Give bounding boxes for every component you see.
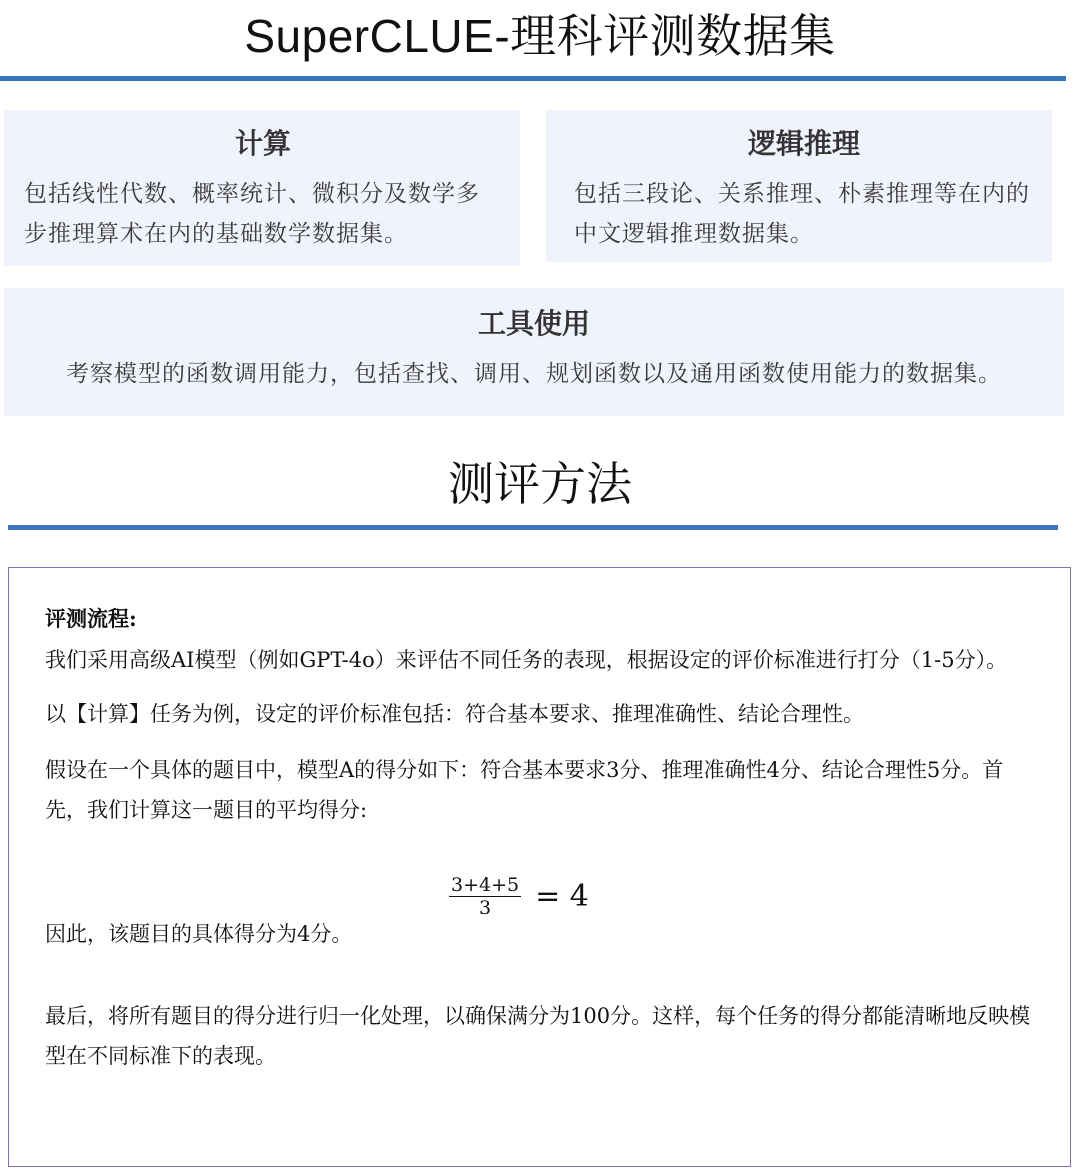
title-divider <box>0 76 1066 81</box>
formula-fraction <box>449 874 521 919</box>
card-tool-use-text: 考察模型的函数调用能力，包括查找、调用、规划函数以及通用函数使用能力的数据集。 <box>66 361 1002 387</box>
card-logic <box>546 110 1052 262</box>
card-calculation-text: 包括线性代数、概率统计、微积分及数学多步推理算术在内的基础数学数据集。 <box>24 181 480 247</box>
formula-denominator: 3 <box>479 897 492 919</box>
formula-result: = 4 <box>535 879 589 914</box>
card-logic-title: 逻辑推理 <box>747 127 860 160</box>
card-calculation-title: 计算 <box>234 127 291 160</box>
method-divider <box>8 525 1058 530</box>
method-heading: 评测流程: <box>45 606 137 631</box>
method-paragraph-4: 因此，该题目的具体得分为4分。 <box>45 922 353 946</box>
section-title-method: 测评方法 <box>448 457 632 511</box>
page-title: SuperCLUE-理科评测数据集 <box>244 10 836 62</box>
card-tool-use <box>4 288 1064 416</box>
formula-numerator: 3+4+5 <box>451 874 520 896</box>
card-logic-text: 包括三段论、关系推理、朴素推理等在内的中文逻辑推理数据集。 <box>574 181 1030 247</box>
method-paragraph-5: 最后，将所有题目的得分进行归一化处理，以确保满分为100分。这样，每个任务的得分都能清晰地反映模型在不同标准下的表现。 <box>45 1004 1031 1068</box>
card-calculation <box>4 110 520 266</box>
average-formula <box>449 874 589 919</box>
method-box <box>8 567 1071 1167</box>
method-paragraph-1: 我们采用高级AI模型（例如GPT-4o）来评估不同任务的表现，根据设定的评价标准进行打分（1-5分）。 <box>45 648 1008 672</box>
method-paragraph-3: 假设在一个具体的题目中，模型A的得分如下：符合基本要求3分、推理准确性4分、结论合理性5分。首先，我们计算这一题目的平均得分: <box>45 758 1004 822</box>
card-tool-use-title: 工具使用 <box>477 307 590 340</box>
method-paragraph-2: 以【计算】任务为例，设定的评价标准包括：符合基本要求、推理准确性、结论合理性。 <box>45 702 864 726</box>
